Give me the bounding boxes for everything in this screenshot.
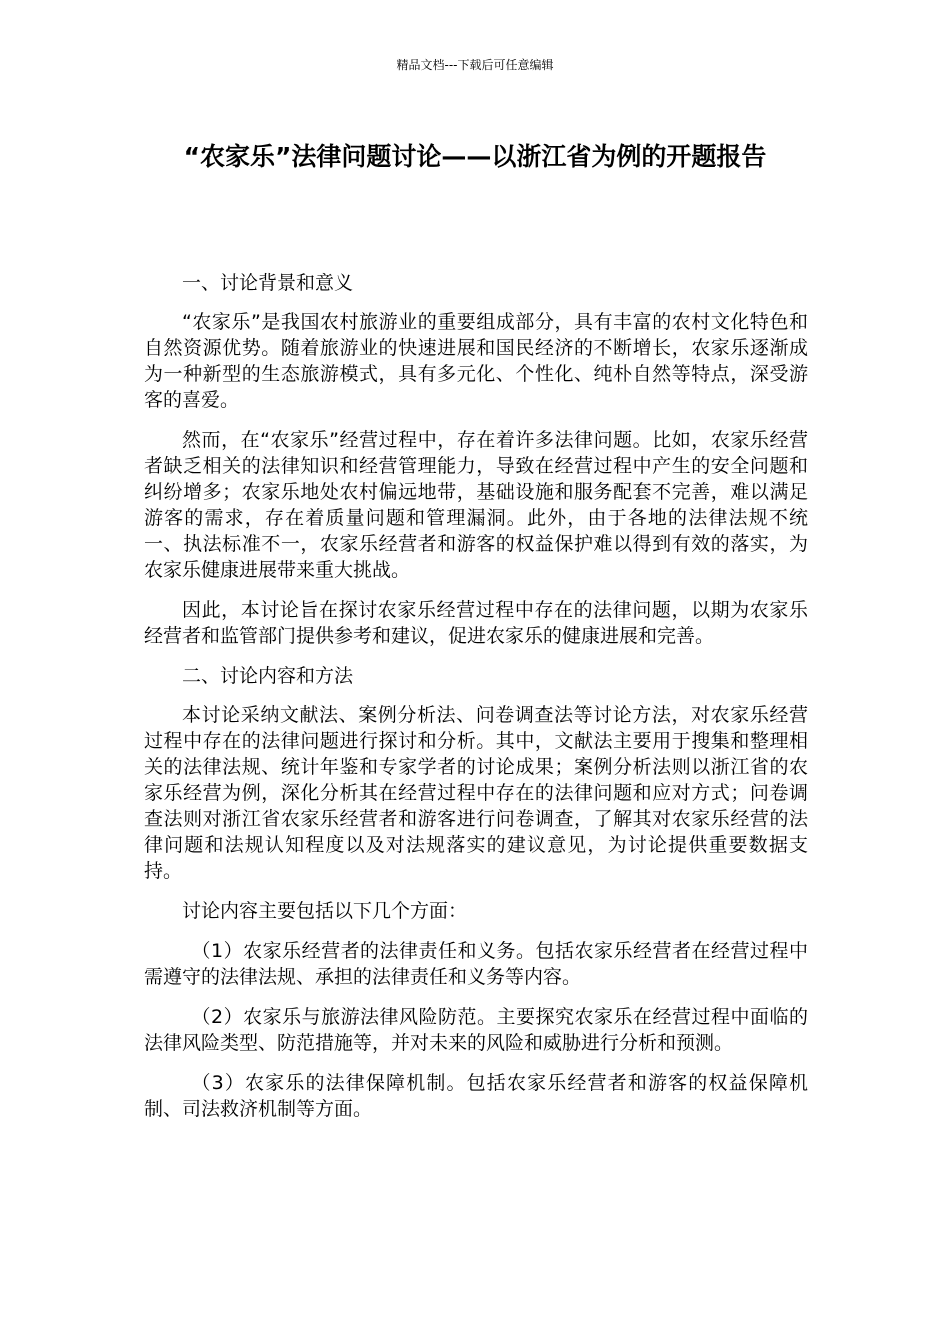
list-item: （1）农家乐经营者的法律责任和义务。包括农家乐经营者在经营过程中需遵守的法律法规、承担的法律责任和义务等内容。 (144, 940, 808, 988)
document-body (144, 270, 808, 1136)
body-paragraph: 本讨论采纳文献法、案例分析法、问卷调查法等讨论方法，对农家乐经营过程中存在的法律问题进行探讨和分析。其中，文献法主要用于搜集和整理相关的法律法规、统计年鉴和专家学者的讨论成果；案例分析法则以浙江省的农家乐经营为例，深化分析其在经营过程中存在的法律问题和应对方式；问卷调查法则对浙江省农家乐经营者和游客进行问卷调查，了解其对农家乐经营的法律问题和法规认知程度以及对法规落实的建议意见，为讨论提供重要数据支持。 (144, 704, 808, 882)
list-item: （2）农家乐与旅游法律风险防范。主要探究农家乐在经营过程中面临的法律风险类型、防范措施等，并对未来的风险和威胁进行分析和预测。 (144, 1006, 808, 1054)
section-heading: 一、讨论背景和意义 (182, 272, 354, 294)
body-paragraph: 讨论内容主要包括以下几个方面： (182, 900, 468, 922)
body-paragraph: “农家乐”是我国农村旅游业的重要组成部分，具有丰富的农村文化特色和自然资源优势。随着旅游业的快速进展和国民经济的不断增长，农家乐逐渐成为一种新型的生态旅游模式，具有多元化、个性化、纯朴自然等特点，深受游客的喜爱。 (144, 311, 808, 411)
body-paragraph: 然而，在“农家乐”经营过程中，存在着许多法律问题。比如，农家乐经营者缺乏相关的法律知识和经营管理能力，导致在经营过程中产生的安全问题和纠纷增多；农家乐地处农村偏远地带，基础设施和服务配套不完善，难以满足游客的需求，存在着质量问题和管理漏洞。此外，由于各地的法律法规不统一、执法标准不一，农家乐经营者和游客的权益保护难以得到有效的落实，为农家乐健康进展带来重大挑战。 (144, 429, 808, 581)
section-heading: 二、讨论内容和方法 (182, 665, 354, 687)
body-paragraph: 因此，本讨论旨在探讨农家乐经营过程中存在的法律问题，以期为农家乐经营者和监管部门提供参考和建议，促进农家乐的健康进展和完善。 (144, 599, 808, 647)
list-item: （3）农家乐的法律保障机制。包括农家乐经营者和游客的权益保障机制、司法救济机制等方面。 (144, 1072, 808, 1120)
document-title: “农家乐”法律问题讨论——以浙江省为例的开题报告 (183, 142, 767, 171)
page-header: 精品文档---下载后可任意编辑 (396, 58, 554, 72)
